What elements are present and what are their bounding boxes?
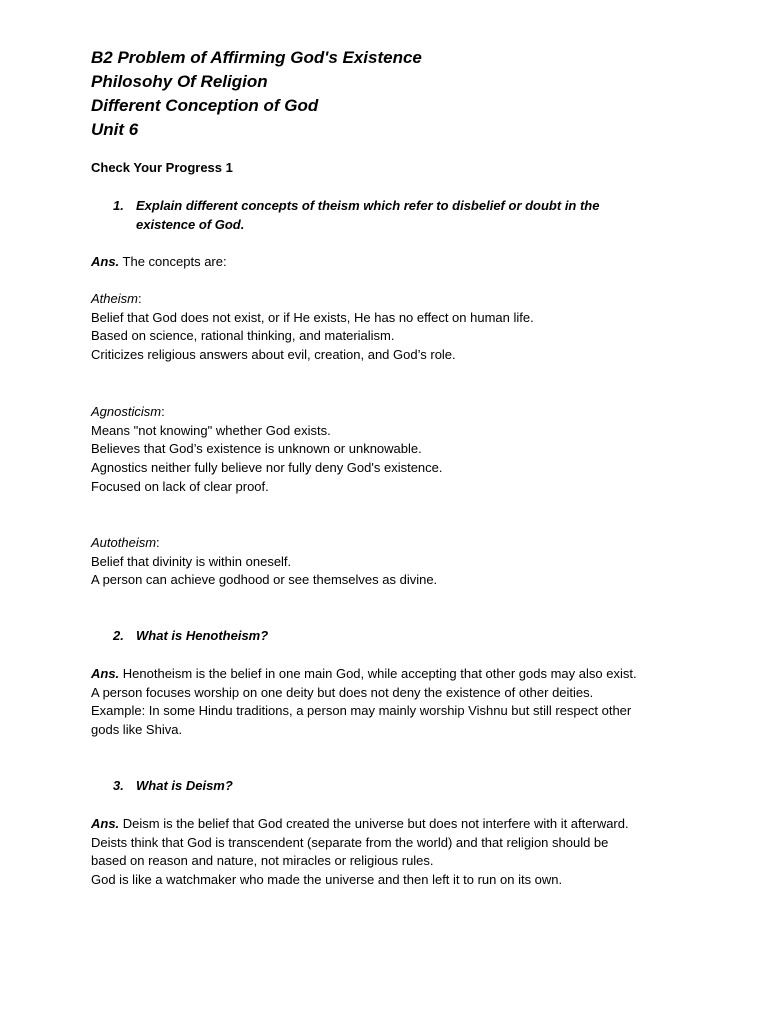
question-3-number: 3. [113,778,124,793]
question-2-text: What is Henotheism? [136,628,269,643]
autotheism-section [91,534,691,590]
answer-2 [91,665,691,740]
answer-1-label: Ans. [91,254,120,269]
agnosticism-line-3: Agnostics neither fully believe nor fully deny God's existence. [91,460,443,476]
question-3 [113,777,653,796]
answer-3-label: Ans. [91,816,120,831]
answer-3-line-3: based on reason and nature, not miracles or religious rules. [91,853,434,869]
question-1 [113,197,653,234]
agnosticism-colon: : [161,404,165,419]
atheism-line-2: Based on science, rational thinking, and materialism. [91,328,395,344]
section-heading: Check Your Progress 1 [91,160,233,175]
question-1-line-2: existence of God. [136,216,245,232]
agnosticism-line-4: Focused on lack of clear proof. [91,478,269,494]
title-line-4: Unit 6 [91,120,139,139]
answer-3-first-line: Deism is the belief that God created the universe but does not interfere with it afterward. [119,816,629,831]
answer-2-line-2: A person focuses worship on one deity but does not deny the existence of other deities. [91,684,594,700]
atheism-term: Atheism [91,291,138,306]
question-2 [113,627,653,646]
autotheism-colon: : [156,535,160,550]
question-1-number: 1. [113,198,124,213]
answer-2-line-3: Example: In some Hindu traditions, a person may mainly worship Vishnu but still respect other [91,703,632,719]
autotheism-line-1: Belief that divinity is within oneself. [91,553,292,569]
atheism-line-3: Criticizes religious answers about evil, creation, and God’s role. [91,347,456,363]
title-line-1: B2 Problem of Affirming God's Existence [91,48,422,67]
title-line-3: Different Conception of God [91,96,319,115]
document-title-block [91,46,422,142]
atheism-section [91,290,691,365]
answer-2-first-line: Henotheism is the belief in one main God, while accepting that other gods may also exist. [119,666,637,681]
agnosticism-term: Agnosticism [91,404,162,419]
question-3-text: What is Deism? [136,778,233,793]
answer-2-line-4: gods like Shiva. [91,722,183,738]
autotheism-line-2: A person can achieve godhood or see themselves as divine. [91,572,438,588]
answer-1-text: The concepts are: [119,254,227,269]
question-2-number: 2. [113,628,124,643]
atheism-line-1: Belief that God does not exist, or if He exists, He has no effect on human life. [91,309,534,325]
answer-3-line-4: God is like a watchmaker who made the universe and then left it to run on its own. [91,872,563,888]
agnosticism-line-1: Means "not knowing" whether God exists. [91,422,331,438]
agnosticism-line-2: Believes that God’s existence is unknown or unknowable. [91,441,422,457]
atheism-colon: : [137,291,142,306]
answer-3-line-2: Deists think that God is transcendent (separate from the world) and that religion should be [91,834,609,850]
question-1-line-1: Explain different concepts of theism which refer to disbelief or doubt in the [136,198,600,213]
title-line-2: Philosohy Of Religion [91,72,268,91]
agnosticism-section [91,403,691,497]
answer-2-label: Ans. [91,666,120,681]
answer-3 [91,815,691,890]
autotheism-term: Autotheism [91,535,157,550]
answer-1 [91,253,691,272]
